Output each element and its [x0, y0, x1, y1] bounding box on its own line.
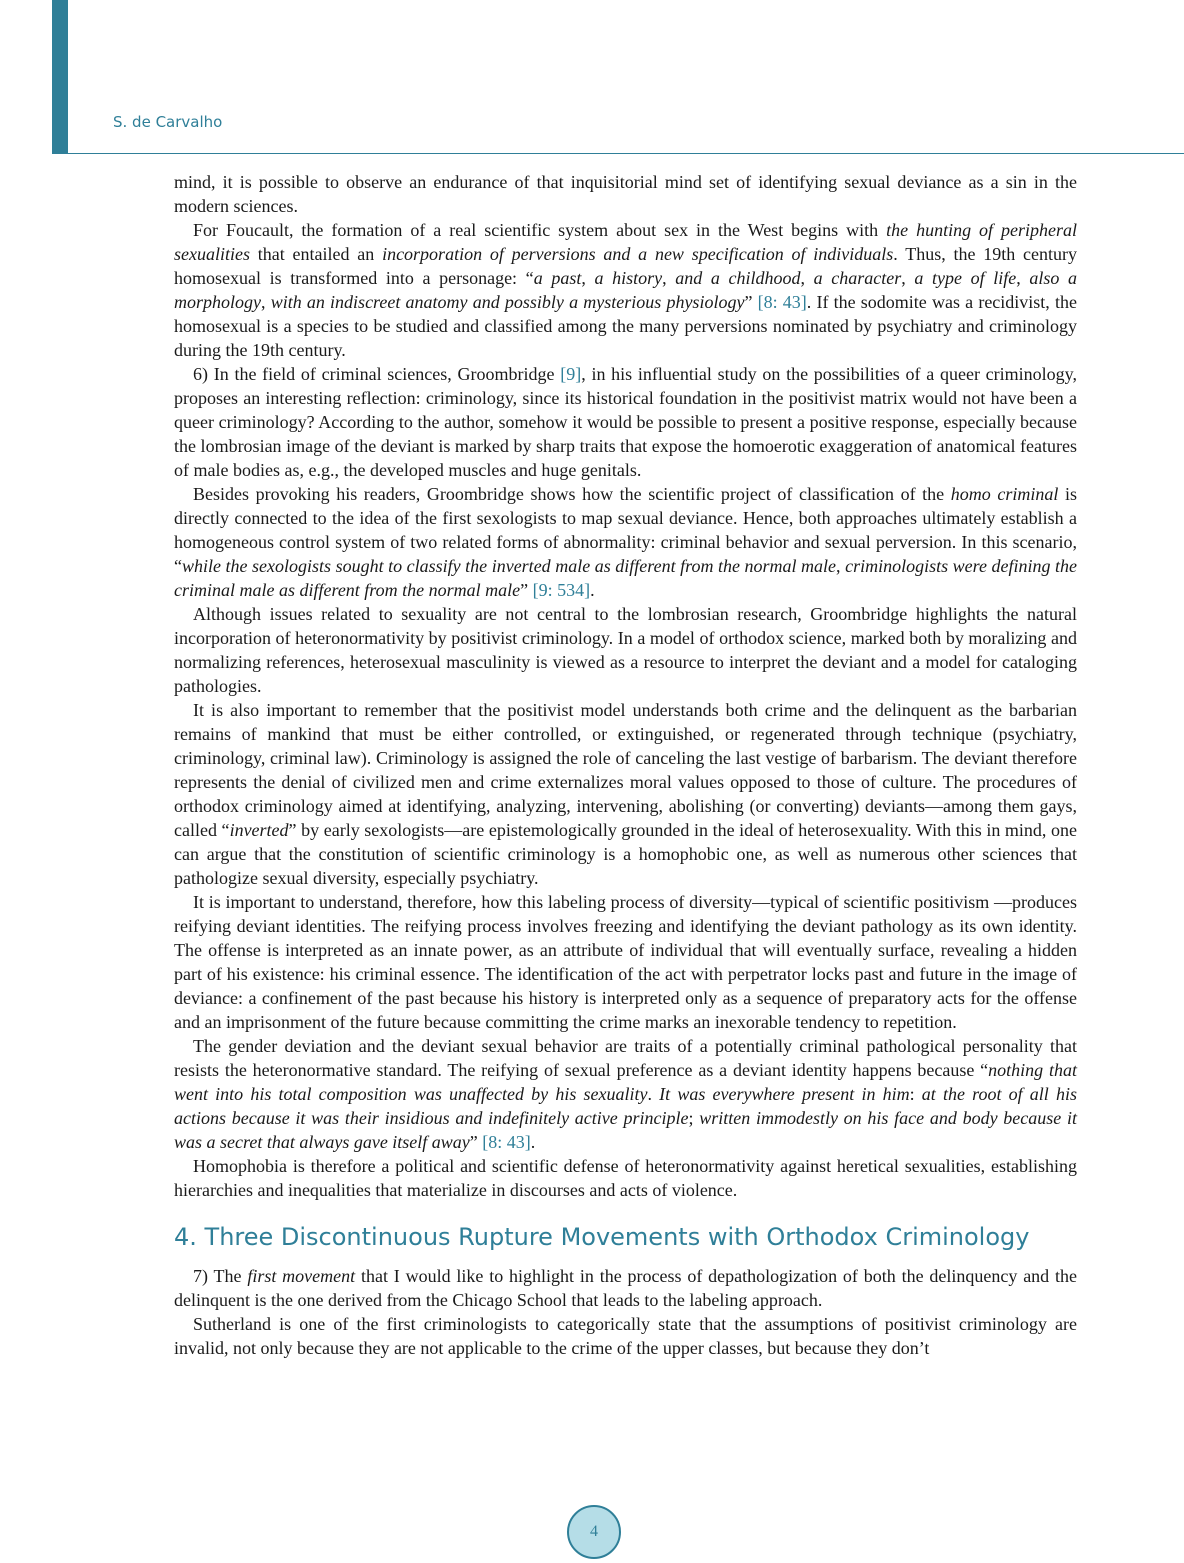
paragraph-text: mind, it is possible to observe an endurance of that inquisitorial mind set of identifying sexual deviance as a sin in the modern sciences. [174, 172, 1077, 216]
paragraph-text: . Thus, the 19th century homosexual is transformed into a personage: “ [174, 244, 1078, 288]
italic-phrase: incorporation of perversions and a new specification of individuals [382, 244, 894, 264]
paragraph-text: , in his influential study on the possibilities of a queer criminology, proposes an interesting reflection: criminology, since its historical foundation in the positivist matrix would not have been a queer criminology? According to the author, somehow it would be possible to present a positive response, especially because the lombrosian image of the deviant is marked by sharp traits that expose the homoerotic exaggeration of anatomical features of male bodies as, e.g., the developed muscles and huge genitals. [174, 364, 1077, 480]
paragraph-text: 7) The [193, 1266, 248, 1286]
paragraph-8 [174, 1034, 1077, 1154]
paragraph-11 [174, 1312, 1077, 1360]
paragraph-text: Besides provoking his readers, Groombridge shows how the scientific project of classification of the [193, 484, 951, 504]
italic-phrase: also a morphology [174, 268, 1078, 312]
italic-phrase: nothing that went into his total composition was unaffected by his sexuality [174, 1060, 1077, 1104]
paragraph-9 [174, 1154, 1077, 1202]
paragraph-4 [174, 482, 1077, 602]
italic-phrase: first movement [247, 1266, 356, 1286]
paragraph-text: Sutherland is one of the first criminologists to categorically state that the assumptions of positivist criminology are invalid, not only because they are not applicable to the crime of the upper classes, but because they don’t [174, 1314, 1077, 1358]
section-heading: 4. Three Discontinuous Rupture Movements with Orthodox Criminology [174, 1223, 1030, 1251]
paragraph-text: that I would like to highlight in the process of depathologization of both the delinquency and the delinquent is the one derived from the Chicago School that leads to the labeling approach. [174, 1266, 1077, 1310]
paragraph-text: that entailed an [249, 244, 383, 264]
paragraph-text: . [530, 1132, 536, 1152]
paragraph-text: . [590, 580, 595, 600]
italic-phrase: criminologists were defining the criminal male as different from the normal male [174, 556, 1078, 600]
paragraph-text: , [901, 268, 915, 288]
paragraph-2 [174, 218, 1077, 362]
paragraph-text: Although issues related to sexuality are not central to the lombrosian research, Groombridge highlights the natural incorporation of heteronormativity by positivist criminology. In a model of orthodox science, marked both by moralizing and normalizing references, heterosexual masculinity is viewed as a resource to interpret the deviant and a model for cataloging pathologies. [174, 604, 1077, 696]
article-body [174, 170, 1077, 1360]
italic-phrase: a character [813, 268, 902, 288]
paragraph-text: , [662, 268, 676, 288]
paragraph-text: is directly connected to the idea of the first sexologists to map sexual deviance. Hence, both approaches ultimately establish a homogeneous control system of two related forms of abnormality: criminal behavior and sexual perversion. In this scenario, “ [174, 484, 1077, 576]
italic-phrase: and a childhood [675, 268, 801, 288]
citation-link[interactable]: [8: 43] [757, 292, 807, 312]
running-header-author: S. de Carvalho [113, 113, 223, 131]
paragraph-text: , [800, 268, 814, 288]
paragraph-1 [174, 170, 1077, 218]
italic-phrase: a type of life [914, 268, 1017, 288]
italic-phrase: inverted [229, 820, 289, 840]
paragraph-text: , [1016, 268, 1030, 288]
italic-phrase: with an indiscreet anatomy and possibly a mysterious physiology [270, 292, 745, 312]
paragraph-text: ” by early sexologists—are epistemologically grounded in the ideal of heterosexuality. With this in mind, one can argue that the constitution of scientific criminology is a homophobic one, as well as numerous other sciences that pathologize sexual diversity, especially psychiatry. [174, 820, 1077, 888]
paragraph-3 [174, 362, 1077, 482]
paragraph-text: Homophobia is therefore a political and scientific defense of heteronormativity against heretical sexualities, establishing hierarchies and inequalities that materialize in discourses and acts of violence. [174, 1156, 1077, 1200]
paragraph-text: It is also important to remember that the positivist model understands both crime and the delinquent as the barbarian remains of mankind that must be either controlled, or extinguished, or regenerated through technique (psychiatry, criminology, criminal law). Criminology is assigned the role of canceling the last vestige of barbarism. The deviant therefore represents the denial of civilized men and crime externalizes moral values opposed to those of culture. The procedures of orthodox criminology aimed at identifying, analyzing, intervening, abolishing (or converting) deviants—among them gays, called “ [174, 700, 1077, 840]
paragraph-10 [174, 1264, 1077, 1312]
italic-phrase: while the sexologists sought to classify the inverted male as different from the normal male [182, 556, 837, 576]
header-accent-bar [52, 0, 68, 153]
paragraph-5 [174, 602, 1077, 698]
paragraph-6 [174, 698, 1077, 890]
paragraph-text: It is important to understand, therefore, how this labeling process of diversity—typical of scientific positivism —produces reifying deviant identities. The reifying process involves freezing and identifying the deviant pathology as its own identity. The offense is interpreted as an innate power, as an attribute of individual that will eventually surface, revealing a hidden part of his existence: his criminal essence. The identification of the act with perpetrator locks past and future in the image of deviance: a confinement of the past because his history is interpreted only as a sequence of preparatory acts for the offense and an imprisonment of the future because committing the crime marks an inexorable tendency to repetition. [174, 892, 1077, 1032]
paragraph-text: , [581, 268, 595, 288]
paragraph-text: , [261, 292, 271, 312]
italic-phrase: homo criminal [950, 484, 1059, 504]
italic-phrase: written immodestly on his face and body because it was a secret that always gave itself away [174, 1108, 1077, 1152]
paragraph-text: , [836, 556, 846, 576]
italic-phrase: the hunting of peripheral sexualities [174, 220, 1078, 264]
italic-phrase: It was everywhere present in him [659, 1084, 910, 1104]
paragraph-text: ; [688, 1108, 700, 1128]
paragraph-text: The gender deviation and the deviant sexual behavior are traits of a potentially criminal pathological personality that resists the heteronormative standard. The reifying of sexual preference as a deviant identity happens because “ [174, 1036, 1077, 1080]
paragraph-text: . [647, 1084, 660, 1104]
paragraph-text: For Foucault, the formation of a real scientific system about sex in the West begins with [193, 220, 887, 240]
italic-phrase: at the root of all his actions because it was their insidious and indefinitely active principle [174, 1084, 1077, 1128]
citation-link[interactable]: [9: 534] [532, 580, 591, 600]
paragraph-text: ” [744, 292, 758, 312]
paragraph-text: 6) In the field of criminal sciences, Groombridge [193, 364, 561, 384]
paragraph-text: ” [520, 580, 533, 600]
paragraph-text: . If the sodomite was a recidivist, the homosexual is a species to be studied and classified among the many perversions nominated by psychiatry and criminology during the 19th century. [174, 292, 1077, 360]
page-number-badge: 4 [567, 1505, 621, 1559]
paragraph-text: : [909, 1084, 922, 1104]
paragraph-7 [174, 890, 1077, 1034]
paragraph-text: ” [469, 1132, 483, 1152]
citation-link[interactable]: [8: 43] [482, 1132, 531, 1152]
header-divider [52, 153, 1184, 154]
italic-phrase: a history [594, 268, 663, 288]
citation-link[interactable]: [9] [560, 364, 582, 384]
italic-phrase: a past [533, 268, 582, 288]
